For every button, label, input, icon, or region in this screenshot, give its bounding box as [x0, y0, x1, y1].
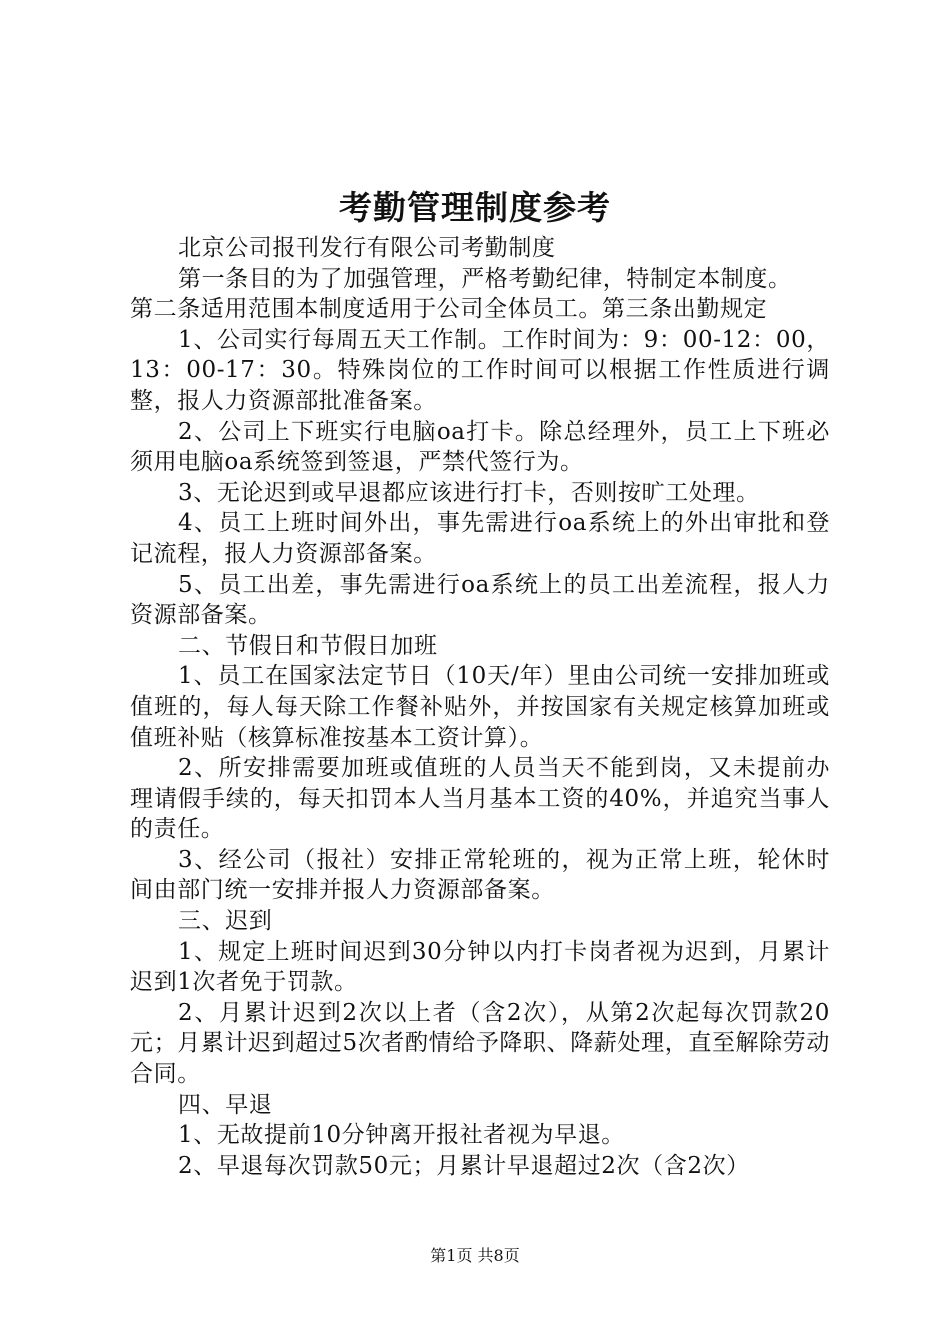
- document-title: 考勤管理制度参考: [339, 188, 611, 227]
- section-heading-holidays: 二、节假日和节假日加班: [178, 632, 438, 659]
- paragraph-late-2: 2、月累计迟到2次以上者（含2次），从第2次起每次罚款20元；月累计迟到超过5次者酌情给予降职、降薪处理，直至解除劳动合同。: [130, 999, 830, 1088]
- page-footer: 第1页 共8页: [430, 1246, 520, 1265]
- paragraph-attendance-2: 2、公司上下班实行电脑oa打卡。除总经理外，员工上下班必须用电脑oa系统签到签退，严禁代签行为。: [130, 418, 830, 476]
- paragraph-article-1: 第一条目的为了加强管理，严格考勤纪律，特制定本制度。: [178, 265, 792, 292]
- paragraph-attendance-5: 5、员工出差，事先需进行oa系统上的员工出差流程，报人力资源部备案。: [130, 571, 830, 629]
- paragraph-late-1: 1、规定上班时间迟到30分钟以内打卡岗者视为迟到，月累计迟到1次者免于罚款。: [130, 938, 830, 996]
- paragraph-attendance-3: 3、无论迟到或早退都应该进行打卡，否则按旷工处理。: [178, 479, 760, 506]
- paragraph-early-leave-1: 1、无故提前10分钟离开报社者视为早退。: [178, 1122, 625, 1149]
- paragraph-holidays-3: 3、经公司（报社）安排正常轮班的，视为正常上班，轮休时间由部门统一安排并报人力资源部备案。: [130, 846, 830, 904]
- section-heading-early-leave: 四、早退: [178, 1091, 273, 1118]
- paragraph-early-leave-2: 2、早退每次罚款50元；月累计早退超过2次（含2次）: [178, 1152, 750, 1179]
- paragraph-attendance-4: 4、员工上班时间外出，事先需进行oa系统上的外出审批和登记流程，报人力资源部备案。: [130, 510, 830, 567]
- paragraph-holidays-1: 1、员工在国家法定节日（10天/年）里由公司统一安排加班或值班的，每人每天除工作餐补贴外，并按国家有关规定核算加班或值班补贴（核算标准按基本工资计算）。: [130, 663, 830, 751]
- paragraph-article-2-3: 第二条适用范围本制度适用于公司全体员工。第三条出勤规定: [130, 296, 768, 323]
- paragraph-company-name: 北京公司报刊发行有限公司考勤制度: [178, 235, 556, 261]
- document-body: [130, 233, 830, 1181]
- paragraph-holidays-2: 2、所安排需要加班或值班的人员当天不能到岗，又未提前办理请假手续的，每天扣罚本人当月基本工资的40%，并追究当事人的责任。: [130, 755, 830, 843]
- section-heading-late: 三、迟到: [178, 908, 273, 935]
- paragraph-attendance-1: 1、公司实行每周五天工作制。工作时间为：9：00-12：00，13：00-17：30。特殊岗位的工作时间可以根据工作性质进行调整，报人力资源部批准备案。: [130, 326, 831, 414]
